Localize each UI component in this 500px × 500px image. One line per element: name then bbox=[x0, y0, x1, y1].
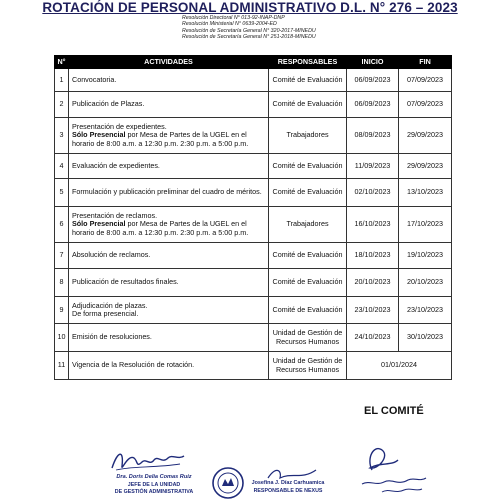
activity-bold-text: Sólo Presencial bbox=[72, 130, 126, 140]
row-responsible: Comité de Evaluación bbox=[269, 92, 347, 118]
row-start-date: 08/09/2023 bbox=[347, 118, 399, 154]
row-activity bbox=[69, 118, 269, 154]
row-number: 1 bbox=[55, 69, 69, 92]
table-row bbox=[55, 269, 452, 297]
row-number: 10 bbox=[55, 324, 69, 352]
row-number: 7 bbox=[55, 243, 69, 269]
row-start-date: 24/10/2023 bbox=[347, 324, 399, 352]
row-end-date: 29/09/2023 bbox=[399, 118, 452, 154]
resolution-references bbox=[182, 15, 382, 41]
row-responsible: Comité de Evaluación bbox=[269, 179, 347, 207]
activity-text: Publicación de Plazas. bbox=[72, 99, 145, 109]
row-number: 5 bbox=[55, 179, 69, 207]
row-end-date: 29/09/2023 bbox=[399, 154, 452, 179]
table-row bbox=[55, 69, 452, 92]
signature-role-2: RESPONSABLE DE NEXUS bbox=[253, 488, 323, 494]
activity-text: Presentación de expedientes. bbox=[72, 121, 167, 131]
row-end-date: 17/10/2023 bbox=[399, 207, 452, 243]
signature-role-1b: DE GESTIÓN ADMINISTRATIVA bbox=[114, 489, 194, 495]
activity-text: Evaluación de expedientes. bbox=[72, 160, 160, 170]
row-responsible: Trabajadores bbox=[269, 207, 347, 243]
row-responsible: Comité de Evaluación bbox=[269, 297, 347, 324]
row-end-date: 30/10/2023 bbox=[399, 324, 452, 352]
row-number: 4 bbox=[55, 154, 69, 179]
table-row bbox=[55, 297, 452, 324]
activity-text: Emisión de resoluciones. bbox=[72, 332, 152, 342]
row-activity bbox=[69, 352, 269, 380]
table-row bbox=[55, 179, 452, 207]
row-responsible: Comité de Evaluación bbox=[269, 69, 347, 92]
document-title: ROTACIÓN DE PERSONAL ADMINISTRATIVO D.L. N° 276 – 2023 bbox=[42, 0, 458, 15]
row-start-date: 16/10/2023 bbox=[347, 207, 399, 243]
row-end-date: 07/09/2023 bbox=[399, 92, 452, 118]
row-activity bbox=[69, 154, 269, 179]
table-row bbox=[55, 324, 452, 352]
signature-scribble-1 bbox=[108, 446, 188, 476]
col-header-activities: ACTIVIDADES bbox=[69, 56, 269, 69]
activity-detail: por Mesa de Partes de la UGEL en el horario de 8:00 a.m. a 12:30 p.m. 2:30 p.m. a 5:00 p.m. bbox=[72, 130, 249, 148]
activity-text: Adjudicación de plazas. bbox=[72, 300, 148, 310]
row-responsible: Comité de Evaluación bbox=[269, 243, 347, 269]
activity-text: Publicación de resultados finales. bbox=[72, 277, 179, 287]
activity-text: Presentación de reclamos. bbox=[72, 210, 158, 220]
table-row bbox=[55, 243, 452, 269]
row-activity bbox=[69, 179, 269, 207]
row-activity bbox=[69, 324, 269, 352]
row-end-date: 19/10/2023 bbox=[399, 243, 452, 269]
signature-name-2: Josefina J. Díaz Carhuamica bbox=[251, 480, 325, 486]
table-header-row bbox=[55, 56, 452, 69]
activity-bold-text: Sólo Presencial bbox=[72, 219, 126, 229]
table-row bbox=[55, 352, 452, 380]
row-start-date: 11/09/2023 bbox=[347, 154, 399, 179]
resolution-ref: Resolución de Secretaría General N° 320-2017-MINEDU bbox=[182, 27, 316, 34]
row-activity bbox=[69, 297, 269, 324]
row-validity-date: 01/01/2024 bbox=[347, 352, 452, 380]
col-header-start: INICIO bbox=[347, 56, 399, 69]
signature-role-1a: JEFE DE LA UNIDAD bbox=[127, 482, 181, 488]
row-number: 2 bbox=[55, 92, 69, 118]
row-number: 6 bbox=[55, 207, 69, 243]
row-end-date: 23/10/2023 bbox=[399, 297, 452, 324]
row-activity bbox=[69, 269, 269, 297]
row-start-date: 06/09/2023 bbox=[347, 92, 399, 118]
row-number: 11 bbox=[55, 352, 69, 380]
row-start-date: 18/10/2023 bbox=[347, 243, 399, 269]
col-header-num: N° bbox=[55, 56, 69, 69]
row-responsible: Unidad de Gestión de Recursos Humanos bbox=[269, 324, 347, 352]
activity-text: Absolución de reclamos. bbox=[72, 250, 151, 260]
row-activity bbox=[69, 69, 269, 92]
activity-detail: De forma presencial. bbox=[72, 309, 139, 318]
row-responsible: Comité de Evaluación bbox=[269, 269, 347, 297]
row-activity bbox=[69, 207, 269, 243]
activity-detail: por Mesa de Partes de la UGEL en el horario de 8:00 a.m. a 12:30 p.m. 2:30 p.m. a 5:00 p.m. bbox=[72, 219, 249, 237]
activity-text: Vigencia de la Resolución de rotación. bbox=[72, 360, 195, 370]
table-row bbox=[55, 207, 452, 243]
table-row bbox=[55, 118, 452, 154]
resolution-ref: Resolución Ministerial N° 0639-2004-ED bbox=[182, 21, 277, 28]
row-responsible: Trabajadores bbox=[269, 118, 347, 154]
committee-label: EL COMITÉ bbox=[364, 405, 424, 417]
row-end-date: 07/09/2023 bbox=[399, 69, 452, 92]
signature-name-1: Dra. Doris Delia Comas Ruiz bbox=[116, 474, 192, 480]
table-row bbox=[55, 92, 452, 118]
row-start-date: 02/10/2023 bbox=[347, 179, 399, 207]
row-start-date: 23/10/2023 bbox=[347, 297, 399, 324]
row-number: 9 bbox=[55, 297, 69, 324]
row-number: 8 bbox=[55, 269, 69, 297]
resolution-ref: Resolución Directoral N° 013-92-INAP-DNP bbox=[182, 15, 285, 21]
col-header-responsibles: RESPONSABLES bbox=[269, 56, 347, 69]
resolution-ref: Resolución de Secretaría General N° 251-2018-MINEDU bbox=[182, 34, 316, 41]
col-header-end: FIN bbox=[399, 56, 452, 69]
signature-scribble-3 bbox=[352, 440, 432, 498]
row-responsible: Unidad de Gestión de Recursos Humanos bbox=[269, 352, 347, 380]
row-end-date: 20/10/2023 bbox=[399, 269, 452, 297]
row-responsible: Comité de Evaluación bbox=[269, 154, 347, 179]
schedule-table bbox=[54, 55, 452, 380]
row-activity bbox=[69, 243, 269, 269]
table-row bbox=[55, 154, 452, 179]
row-number: 3 bbox=[55, 118, 69, 154]
activity-text: Formulación y publicación preliminar del cuadro de méritos. bbox=[72, 187, 262, 197]
row-start-date: 20/10/2023 bbox=[347, 269, 399, 297]
row-start-date: 06/09/2023 bbox=[347, 69, 399, 92]
row-end-date: 13/10/2023 bbox=[399, 179, 452, 207]
row-activity bbox=[69, 92, 269, 118]
activity-text: Convocatoria. bbox=[72, 74, 117, 84]
